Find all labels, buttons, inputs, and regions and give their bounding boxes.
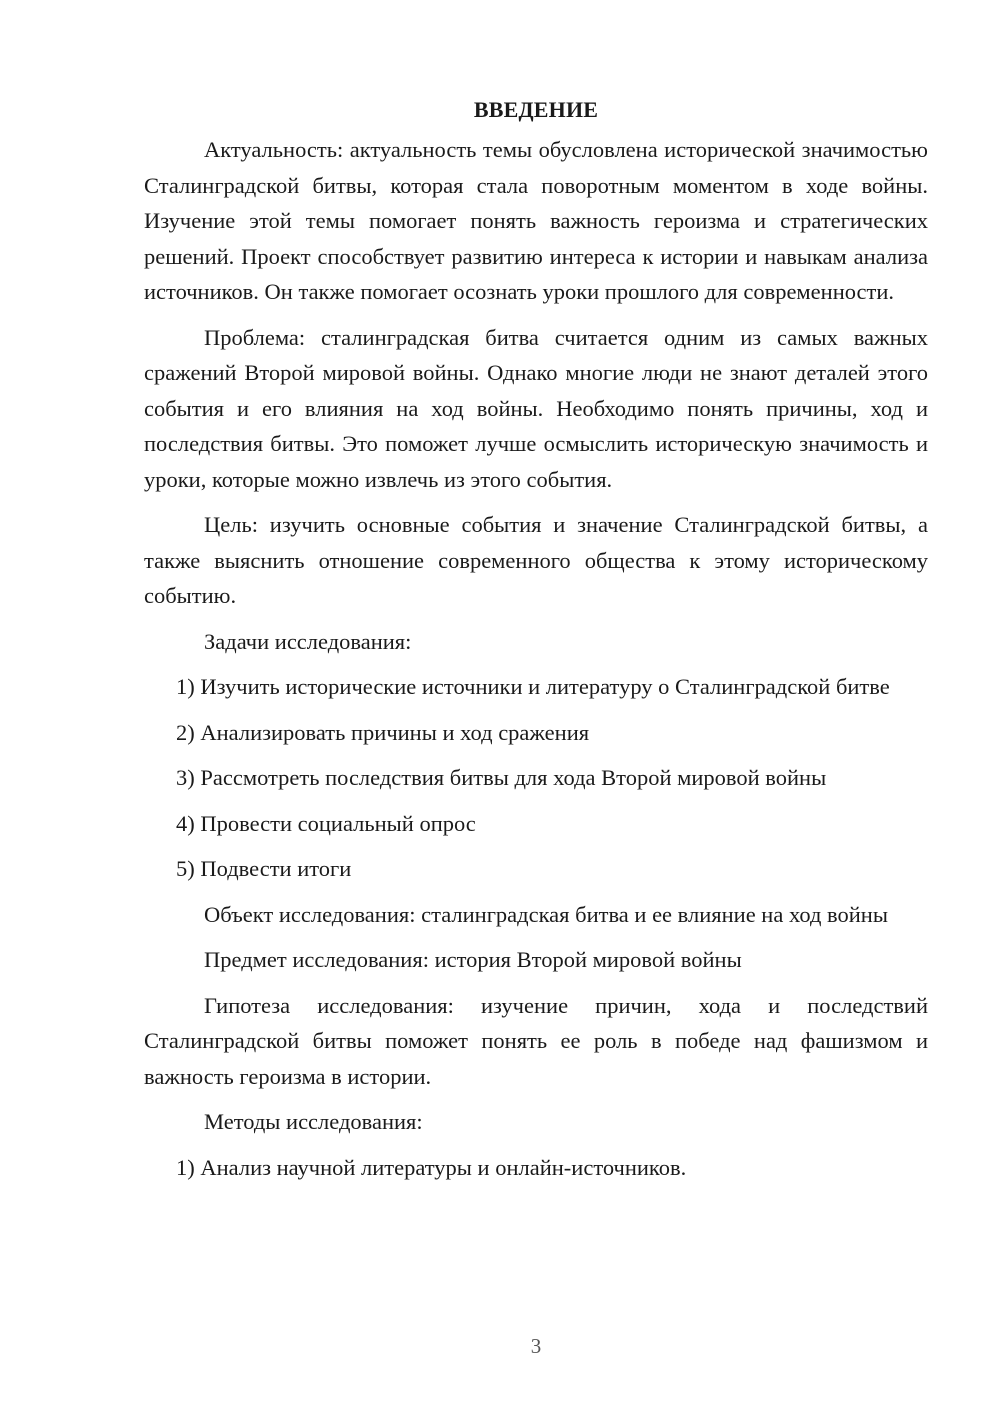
page-number: 3 — [530, 1334, 542, 1358]
tasks-list — [144, 669, 928, 887]
document-page — [144, 92, 928, 1195]
subject-paragraph: Предмет исследования: история Второй мировой войны — [204, 947, 742, 972]
list-item: 1) Анализ научной литературы и онлайн-источников. — [176, 1154, 687, 1180]
list-item: 3) Рассмотреть последствия битвы для хода Второй мировой войны — [176, 765, 827, 790]
hypothesis-paragraph: Гипотеза исследования: изучение причин, хода и последствий Сталинградской битвы поможет понять ее роль в победе над фашизмом и важность героизма в истории. — [144, 992, 928, 1089]
problem-paragraph: Проблема: сталинградская битва считается одним из самых важных сражений Второй мировой войны. Однако многие люди не знают деталей этого события и его влияния на ход войны. Необходимо понять причины, ход и последствия битвы. Это поможет лучше осмыслить историческую значимость и уроки, которые можно извлечь из этого события. — [144, 324, 928, 492]
list-item: 1) Изучить исторические источники и литературу о Сталинградской битве — [176, 674, 890, 699]
list-item: 4) Провести социальный опрос — [176, 810, 476, 836]
relevance-paragraph: Актуальность: актуальность темы обусловлена исторической значимостью Сталинградской битвы, которая стала поворотным моментом в ходе войны. Изучение этой темы помогает понять важность героизма и стратегических решений. Проект способствует развитию интереса к истории и навыкам анализа источников. Он также помогает осознать уроки прошлого для современности. — [144, 137, 928, 304]
object-paragraph: Объект исследования: сталинградская битва и ее влияние на ход войны — [204, 901, 888, 927]
list-item: 5) Подвести итоги — [176, 856, 352, 881]
goal-paragraph: Цель: изучить основные события и значение Сталинградской битвы, а также выяснить отношение современного общества к этому историческому событию. — [144, 512, 928, 608]
methods-list — [144, 1150, 928, 1186]
tasks-heading: Задачи исследования: — [204, 628, 412, 654]
list-item: 2) Анализировать причины и ход сражения — [176, 719, 590, 745]
methods-heading: Методы исследования: — [204, 1109, 423, 1134]
section-title: ВВЕДЕНИЕ — [473, 97, 599, 122]
